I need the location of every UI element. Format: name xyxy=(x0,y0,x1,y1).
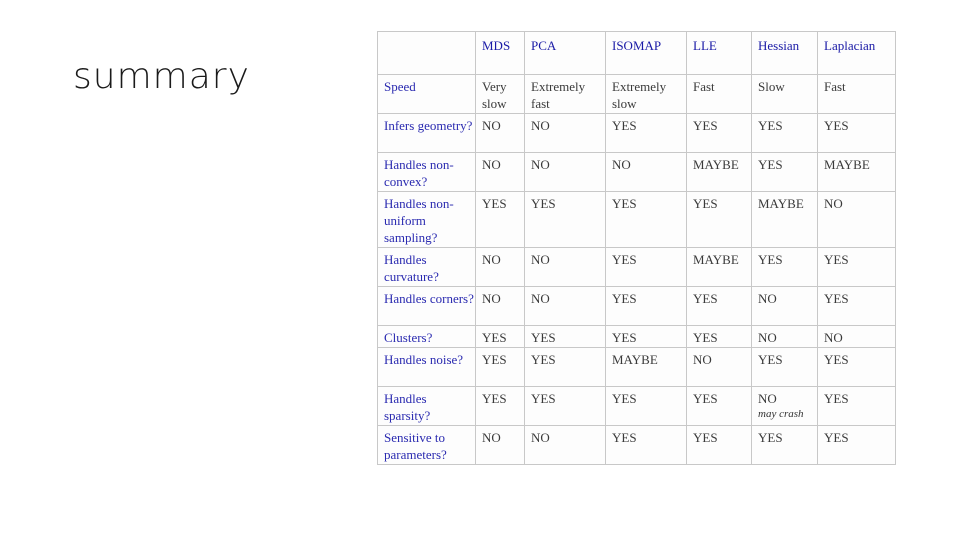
cell-value: Extremely slow xyxy=(612,79,667,111)
cell-value: YES xyxy=(612,252,637,267)
table-cell xyxy=(818,426,896,465)
table-cell xyxy=(687,387,752,426)
table-row xyxy=(378,348,896,387)
table-row xyxy=(378,387,896,426)
table-cell xyxy=(525,326,606,348)
cell-note: may crash xyxy=(758,408,804,420)
table-cell xyxy=(752,114,818,153)
table-cell xyxy=(476,348,525,387)
corner-cell xyxy=(378,32,476,75)
cell-value: MAYBE xyxy=(824,157,870,172)
table-cell xyxy=(476,192,525,248)
row-label: Handles noise? xyxy=(378,348,476,387)
table-cell xyxy=(476,387,525,426)
cell-value: YES xyxy=(482,352,507,367)
cell-value: NO xyxy=(482,430,501,445)
cell-value: YES xyxy=(693,330,718,345)
table-cell xyxy=(687,348,752,387)
row-label: Handles curvature? xyxy=(378,248,476,287)
table-cell xyxy=(606,426,687,465)
table-row xyxy=(378,192,896,248)
cell-value: NO xyxy=(612,157,631,172)
row-label: Handles non-convex? xyxy=(378,153,476,192)
cell-value: YES xyxy=(824,391,849,406)
table-cell xyxy=(818,114,896,153)
slide-title: summary xyxy=(73,56,250,97)
cell-value: YES xyxy=(824,252,849,267)
cell-value: YES xyxy=(612,118,637,133)
table-cell xyxy=(687,114,752,153)
table-cell xyxy=(752,192,818,248)
header-row xyxy=(378,32,896,75)
cell-value: YES xyxy=(612,291,637,306)
table-cell xyxy=(525,192,606,248)
cell-value: YES xyxy=(693,430,718,445)
table-cell xyxy=(525,114,606,153)
cell-value: YES xyxy=(758,118,783,133)
cell-value: YES xyxy=(824,430,849,445)
table-cell xyxy=(606,192,687,248)
table-cell xyxy=(525,153,606,192)
table-cell xyxy=(752,287,818,326)
cell-value: YES xyxy=(824,291,849,306)
cell-value: YES xyxy=(612,330,637,345)
column-header: ISOMAP xyxy=(606,32,687,75)
cell-value: YES xyxy=(482,330,507,345)
cell-value: NO xyxy=(531,291,550,306)
table-row xyxy=(378,426,896,465)
table-cell xyxy=(687,248,752,287)
cell-value: YES xyxy=(824,352,849,367)
table-cell xyxy=(818,248,896,287)
table-cell xyxy=(476,153,525,192)
table-row xyxy=(378,287,896,326)
table-row xyxy=(378,326,896,348)
cell-value: NO xyxy=(531,430,550,445)
cell-value: MAYBE xyxy=(693,252,739,267)
cell-value: NO xyxy=(824,196,843,211)
cell-value: YES xyxy=(758,352,783,367)
table-cell xyxy=(606,153,687,192)
table-row xyxy=(378,153,896,192)
table-cell xyxy=(476,426,525,465)
row-label: Clusters? xyxy=(378,326,476,348)
table-cell xyxy=(687,75,752,114)
cell-value: YES xyxy=(758,430,783,445)
cell-value: YES xyxy=(531,391,556,406)
table-cell xyxy=(818,348,896,387)
cell-value: NO xyxy=(531,157,550,172)
table-cell xyxy=(687,326,752,348)
cell-value: YES xyxy=(482,196,507,211)
column-header: MDS xyxy=(476,32,525,75)
table-cell xyxy=(752,326,818,348)
cell-value: MAYBE xyxy=(612,352,658,367)
table-cell xyxy=(525,287,606,326)
cell-value: YES xyxy=(693,391,718,406)
cell-value: YES xyxy=(531,196,556,211)
cell-value: YES xyxy=(612,430,637,445)
cell-value: YES xyxy=(531,330,556,345)
table-cell xyxy=(525,387,606,426)
cell-value: NO xyxy=(482,157,501,172)
table-cell xyxy=(818,326,896,348)
table-cell xyxy=(818,153,896,192)
table-cell xyxy=(525,248,606,287)
table-cell xyxy=(606,287,687,326)
cell-value: NO xyxy=(482,291,501,306)
table-cell xyxy=(818,192,896,248)
cell-value: Extremely fast xyxy=(531,79,586,111)
table-row xyxy=(378,114,896,153)
table-cell xyxy=(476,75,525,114)
table-cell xyxy=(818,387,896,426)
cell-value: YES xyxy=(758,252,783,267)
row-label: Speed xyxy=(378,75,476,114)
cell-value: NO xyxy=(482,118,501,133)
cell-value: YES xyxy=(824,118,849,133)
cell-value: Very slow xyxy=(482,79,507,111)
cell-value: YES xyxy=(612,391,637,406)
table-cell xyxy=(818,287,896,326)
table-cell xyxy=(752,426,818,465)
table-cell xyxy=(818,75,896,114)
table-cell xyxy=(606,114,687,153)
cell-value: NO xyxy=(531,118,550,133)
table-cell xyxy=(525,348,606,387)
cell-value: MAYBE xyxy=(758,196,804,211)
table-body xyxy=(378,75,896,465)
column-header: PCA xyxy=(525,32,606,75)
summary-table xyxy=(377,31,896,465)
table-cell xyxy=(687,153,752,192)
cell-value: MAYBE xyxy=(693,157,739,172)
cell-value: YES xyxy=(693,196,718,211)
table-cell xyxy=(525,426,606,465)
table-cell xyxy=(752,348,818,387)
cell-value: NO xyxy=(824,330,843,345)
table-cell xyxy=(476,287,525,326)
table-cell xyxy=(752,153,818,192)
cell-value: YES xyxy=(482,391,507,406)
row-label: Sensitive to parameters? xyxy=(378,426,476,465)
table-cell xyxy=(752,387,818,426)
cell-value: NO xyxy=(758,330,777,345)
table-cell xyxy=(687,192,752,248)
table-cell xyxy=(606,387,687,426)
table-row xyxy=(378,75,896,114)
table-cell xyxy=(476,248,525,287)
row-label: Infers geometry? xyxy=(378,114,476,153)
cell-value: NO xyxy=(758,391,777,406)
table-row xyxy=(378,248,896,287)
cell-value: NO xyxy=(758,291,777,306)
cell-value: Slow xyxy=(758,79,785,94)
table-cell xyxy=(606,326,687,348)
column-header: Hessian xyxy=(752,32,818,75)
table-cell xyxy=(476,114,525,153)
cell-value: YES xyxy=(758,157,783,172)
row-label: Handles non-uniform sampling? xyxy=(378,192,476,248)
table-cell xyxy=(525,75,606,114)
cell-value: NO xyxy=(482,252,501,267)
cell-value: YES xyxy=(693,291,718,306)
table-cell xyxy=(687,426,752,465)
table-cell xyxy=(476,326,525,348)
cell-value: YES xyxy=(531,352,556,367)
table-cell xyxy=(606,75,687,114)
table-cell xyxy=(606,248,687,287)
column-header: LLE xyxy=(687,32,752,75)
column-header: Laplacian xyxy=(818,32,896,75)
table-cell xyxy=(752,248,818,287)
table-cell xyxy=(752,75,818,114)
cell-value: NO xyxy=(693,352,712,367)
cell-value: NO xyxy=(531,252,550,267)
cell-value: Fast xyxy=(693,79,715,94)
row-label: Handles sparsity? xyxy=(378,387,476,426)
row-label: Handles corners? xyxy=(378,287,476,326)
cell-value: Fast xyxy=(824,79,846,94)
cell-value: YES xyxy=(612,196,637,211)
cell-value: YES xyxy=(693,118,718,133)
table-cell xyxy=(606,348,687,387)
table-cell xyxy=(687,287,752,326)
